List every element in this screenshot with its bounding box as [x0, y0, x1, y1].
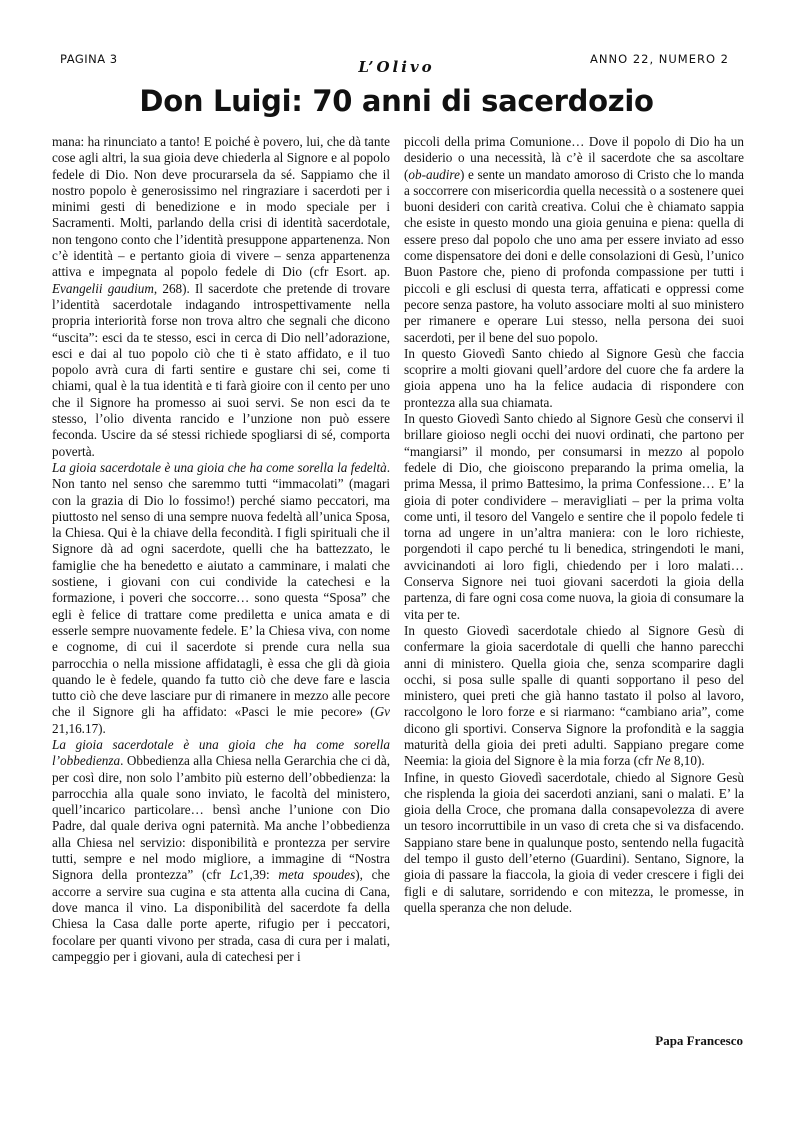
paragraph: [404, 346, 744, 411]
paragraph: [52, 460, 390, 737]
paragraph: [404, 623, 744, 770]
masthead-logo: L’Olivo: [358, 58, 435, 76]
text-run: In questo Giovedì Santo chiedo al Signore Gesù che conservi il brillare gioioso negli occhi dei nuovi ordinati, che partono per “mangiarsi” il mondo, per consumarsi in mezzo al popolo fedele di Dio, che gioiscono preparando la prima omelia, la prima Messa, il primo Battesimo, la prima Confessione… E’ la gioia di poter condividere – meravigliati – per la prima volta come unti, il tesoro del Vangelo e sentire che il popolo fedele ti torna ad ungere in un’altra maniera: con le loro richieste, porgendoti il capo perché tu li benedica, stringendoti le mani, avvicinandoti ai loro figli, chiedendo per i loro malati… Conserva Signore nei tuoi giovani sacerdoti la gioia della partenza, di fare ogni cosa come nuova, la gioia di consumare la vita per te.: [404, 411, 744, 622]
italic-text: Ne: [655, 753, 671, 769]
text-run: 1,39:: [242, 867, 279, 883]
italic-text: Evangelii gaudium: [52, 280, 154, 296]
text-run: , 268). Il sacerdote che pretende di trovare l’identità sacerdotale indagando introspettivamente nella propria interiorità forse non trova altro che segnali che dicono “uscita”: esci da te stesso, esci in cerca di Dio nell’adorazione, esci e dai al tuo popolo ciò che ti è stato affidato, e il tuo popolo avrà cura di farti sentire e gustare chi sei, come ti chiami, qual è la tua identità e ti farà gioire con il cento per uno che il Signore ha promesso ai suoi servi. Se non esci da te stesso, l’olio diventa rancido e l’unzione non può essere feconda. Uscire da sé stessi richiede spogliarsi di sé, comporta povertà.: [52, 280, 390, 459]
paragraph: [404, 770, 744, 917]
italic-text: La gioia sacerdotale è una gioia che ha come sorella l’obbedienza: [52, 736, 390, 769]
text-run: ) e sente un mandato amoroso di Cristo che lo manda a soccorrere con misericordia quella necessità o a sostenere quei buoni desideri con carità creativa. Colui che è chiamato sappia che esiste in questo mondo una gioia genuina e piena: quella di essere preso dal popolo che uno ama per essere inviato ad esso come dispensatore dei doni e delle consolazioni di Gesù, l’unico Buon Pastore che, pieno di profonda compassione per tutti i piccoli e gli esclusi di questa terra, affaticati e oppressi come pecore senza pastore, ha voluto associare molti al suo ministero per rimanere e operare Lui stesso, nella persona dei suoi sacerdoti, per il bene del suo popolo.: [404, 166, 744, 345]
text-run: In questo Giovedì Santo chiedo al Signore Gesù che faccia scoprire a molti giovani quell’ardore del cuore che fa ardere la gioia appena uno ha la felice audacia di rispondere con prontezza alla sua chiamata.: [404, 345, 744, 410]
italic-text: Lc: [229, 867, 243, 883]
italic-text: La gioia sacerdotale è una gioia che ha come sorella la fedeltà: [52, 459, 387, 475]
article-column-left: [52, 134, 390, 965]
text-run: 21,16.17).: [52, 720, 106, 736]
article-signature: Papa Francesco: [655, 1033, 743, 1048]
issue-info: ANNO 22, NUMERO 2: [590, 52, 729, 66]
paragraph: [404, 134, 744, 346]
italic-text: ob-audire: [408, 166, 460, 182]
text-run: mana: ha rinunciato a tanto! E poiché è povero, lui, che dà tante cose agli altri, la sua gioia deve chiederla al Signore e al popolo fedele di Dio. Non deve procurarsela da sé. Sappiamo che il nostro popolo è generosissimo nel ringraziare i sacerdoti per i minimi gesti di benedizione e in modo speciale per i Sacramenti. Molti, parlando della crisi di identità sacerdotale, non tengono conto che l’identità presuppone appartenenza. Non c’è identità – e pertanto gioia di vivere – senza appartenenza attiva e impegnata al popolo fedele di Dio (cfr Esort. ap.: [52, 134, 390, 280]
italic-text: Gv: [374, 704, 390, 720]
page-number: PAGINA 3: [60, 52, 118, 66]
paragraph: [52, 737, 390, 965]
article-column-right: [404, 134, 744, 916]
paragraph: [404, 411, 744, 623]
text-run: Infine, in questo Giovedì sacerdotale, chiedo al Signore Gesù che risplenda la gioia dei sacerdoti anziani, sani o malati. E’ la gioia della Croce, che promana dalla consapevolezza di avere un tesoro incorruttibile in un vaso di creta che si va disfacendo. Sappiano stare bene in qualunque posto, sentendo nella fugacità del tempo il gusto dell’eterno (Guardini). Sentano, Signore, la gioia di passare la fiaccola, la gioia di veder crescere i figli dei figli e di salutare, sorridendo e con mitezza, le promesse, in quella speranza che non delude.: [404, 769, 744, 915]
paragraph: [52, 134, 390, 460]
italic-text: meta spoudes: [278, 867, 356, 883]
text-run: ), che accorre a servire sua cugina e sta attenta alla cucina di Cana, dove manca il vino. La disponibilità del sacerdote fa della Chiesa la Casa dalle porte aperte, rifugio per i peccatori, focolare per quanti vivono per strada, casa di cura per i malati, campeggio per i giovani, aula di catechesi per i: [52, 867, 390, 964]
text-run: . Obbedienza alla Chiesa nella Gerarchia che ci dà, per così dire, non solo l’ambito più esterno dell’obbedienza: la parrocchia alla quale sono inviato, le facoltà del ministero, quell’incarico particolare… bensì anche l’unione con Dio Padre, dal quale deriva ogni paternità. Ma anche l’obbedienza alla Chiesa nel servizio: disponibilità e prontezza per servire tutti, sempre e nel modo migliore, a immagine di “Nostra Signora della prontezza” (cfr: [52, 753, 390, 883]
text-run: In questo Giovedì sacerdotale chiedo al Signore Gesù di confermare la gioia sacerdotale di quelli che hanno parecchi anni di ministero. Quella gioia che, senza scomparire dagli occhi, si posa sulle spalle di quanti sopportano il peso del ministero, quei preti che già hanno tastato il polso al lavoro, raccolgono le loro forze e si riarmano: “cambiano aria”, come dicono gli sportivi. Conserva Signore la profondità e la saggia maturità della gioia dei preti adulti. Sappiano pregare come Neemia: la gioia del Signore è la mia forza (cfr: [404, 622, 744, 769]
text-run: piccoli della prima Comunione… Dove il popolo di Dio ha un desiderio o una necessità, là c’è il sacerdote che sa ascoltare (: [404, 134, 744, 182]
article-title: Don Luigi: 70 anni di sacerdozio: [139, 84, 654, 118]
text-run: 8,10).: [670, 753, 705, 769]
text-run: . Non tanto nel senso che saremmo tutti “immacolati” (magari con la grazia di Dio lo fossimo!) perché siamo peccatori, ma piuttosto nel senso di una sempre nuova fedeltà all’unica Sposa, la Chiesa. Qui è la chiave della fecondità. I figli spirituali che il Signore dà ad ogni sacerdote, quelli che ha battezzato, le famiglie che ha benedetto e aiutato a camminare, i malati che sostiene, i giovani con cui condivide la catechesi e la formazione, i poveri che soccorre… sono questa “Sposa” che egli è felice di trattare come prediletta e unica amata e di esserle sempre nuovamente fedele. E’ la Chiesa viva, con nome e cognome, di cui il sacerdote si prende cura nella sua parrocchia o nella missione affidatagli, è essa che gli dà gioia quando le è fedele, quando fa tutto ciò che deve fare e lascia tutto ciò che deve lasciare pur di rimanere in mezzo alle pecore che il Signore gli ha affidato: «Pasci le mie pecore» (: [52, 459, 390, 720]
